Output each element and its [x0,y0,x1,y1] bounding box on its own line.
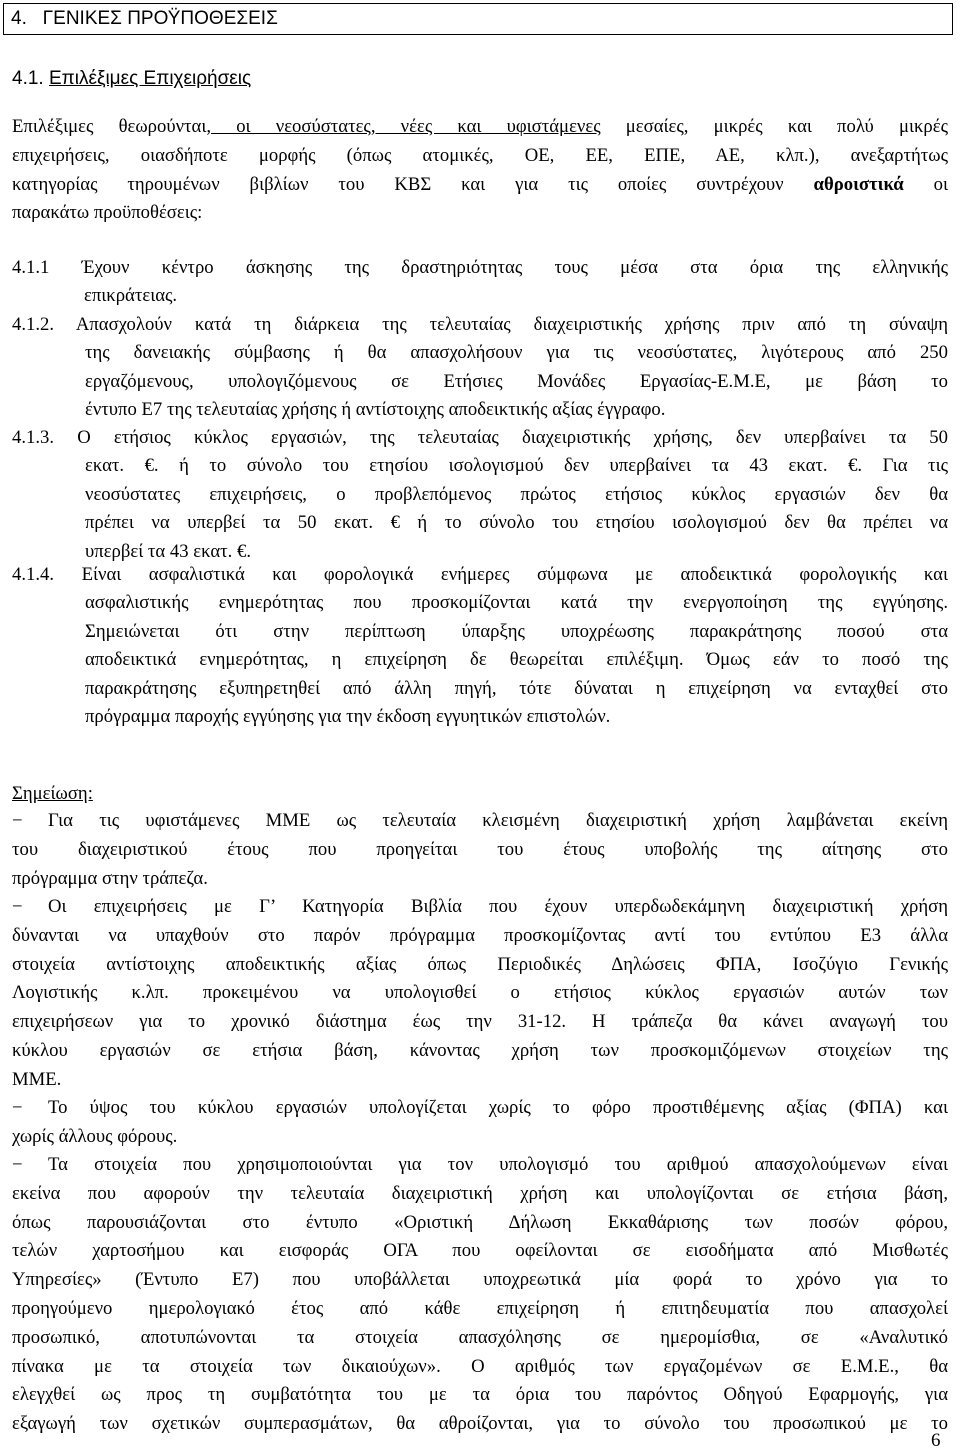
intro-paragraph [12,113,948,228]
condition-4-1-1 [12,254,948,311]
bullet-line: τελών χαρτοσήμου και εισφοράς ΟΓΑ που οφείλονται σε εισοδήματα από Μισθωτές [12,1240,948,1262]
bullet-line: χωρίς άλλους φόρους. [12,1125,178,1147]
condition-4-1-3 [12,424,948,566]
item-line: παρακράτησης εξυπηρετηθεί από άλλη πηγή, τότε δύναται η επιχείρηση να ενταχθεί στο [85,677,948,699]
bullet-line: κύκλου εργασιών σε ετήσια βάση, κάνοντας χρήση των προσκομιζόμενων στοιχείων της [12,1039,948,1061]
bullet-line: επιχειρήσεων για το χρονικό διάστημα έως την 31-12. Η τράπεζα θα κάνει αναγωγή του [12,1011,948,1033]
bullet-line: όπως παρουσιάζονται στο έντυπο «Οριστική Δήλωση Εκκαθάρισης των ποσών φόρου, [12,1211,948,1233]
emphasis-text: αθροιστικά [813,173,904,195]
item-line: νεοσύστατες επιχειρήσεις, ο προβλεπόμενος πρώτος ετήσιος κύκλος εργασιών δεν θα [85,483,948,505]
note-bullet-3 [12,1094,948,1152]
bullet-line: εκείνα που αφορούν την τελευταία διαχειριστική χρήση και υπολογίζονται σε ετήσια βάση, [12,1182,948,1204]
subsection-number: 4.1. [12,68,44,89]
item-line: 4.1.1 Έχουν κέντρο άσκησης της δραστηριότητας τους μέσα στα όρια της ελληνικής [12,257,948,278]
dash-bullet-icon: − [12,1097,23,1118]
item-line: εργαζόμενους, υπολογιζόμενους σε Ετήσιες Μονάδες Εργασίας-Ε.Μ.Ε, με βάση το [85,370,948,392]
dash-bullet-icon: − [12,810,23,831]
item-line: 4.1.2. Απασχολούν κατά τη διάρκεια της τελευταίας διαχειριστικής χρήσης πριν από τη σύναψη [12,314,948,335]
dash-bullet-icon: − [12,896,23,917]
item-line: πρόγραμμα παροχής εγγύησης για την έκδοση εγγυητικών επιστολών. [85,705,611,727]
bullet-line: ΜΜΕ. [12,1068,62,1090]
item-line: αποδεικτικά ενημερότητας, η επιχείρηση δε θεωρείται επιλέξιμη. Όμως εάν το ποσό της [85,649,948,671]
bullet-line: Υπηρεσίες» (Έντυπο Ε7) που υποβάλλεται υποχρεωτικά μία φορά το χρόνο για το [12,1269,948,1291]
item-line: εκατ. €. ή το σύνολο του ετησίου ισολογισμού δεν υπερβαίνει τα 43 εκατ. €. Για τις [85,455,948,477]
subsection-heading [12,68,251,90]
bullet-line: πίνακα με τα στοιχεία των δικαιούχων». Ο αριθμός των εργαζομένων σε Ε.Μ.Ε., θα [12,1355,948,1377]
intro-line: παρακάτω προϋποθέσεις: [12,202,203,224]
bullet-line: στοιχεία αντίστοιχης αποδεικτικής αξίας όπως Περιοδικές Δηλώσεις ΦΠΑ, Ισοζύγιο Γενικής [12,953,948,975]
bullet-line: Για τις υφιστάμενες ΜΜΕ ως τελευταία κλεισμένη διαχειριστική χρήση λαμβάνεται εκείνη [48,810,948,831]
item-line: ασφαλιστικής ενημερότητας που προσκομίζονται κατά την ενεργοποίηση της εγγύησης. [85,592,948,614]
intro-line: κατηγορίας τηρουμένων βιβλίων του ΚΒΣ και για τις οποίες συντρέχουν αθροιστικά οι [12,173,949,195]
note-bullet-4 [12,1151,948,1439]
bullet-line: προηγούμενο ημερολογιακό έτος από κάθε επιχείρηση ή επιτηδευματία που απασχολεί [12,1297,948,1319]
bullet-line: ελεγχθεί ως προς τη συμβατότητα του με τα όρια του παρόντος Οδηγού Εφαρμογής, για [12,1384,948,1406]
bullet-line: εξαγωγή των σχετικών συμπερασμάτων, θα αθροίζονται, για το σύνολο του προσωπικού με το [12,1413,948,1435]
condition-4-1-4 [12,561,948,731]
bullet-line: δύνανται να υπαχθούν στο παρόν πρόγραμμα προσκομίζοντας αντί του εντύπου Ε3 άλλα [12,924,948,946]
item-line: Σημειώνεται ότι στην περίπτωση ύπαρξης υποχρέωσης παρακράτησης ποσού στα [85,620,948,642]
item-line: της δανειακής σύμβασης ή θα απασχολήσουν για τις νεοσύστατες, λιγότερους από 250 [85,342,948,364]
intro-line: Επιλέξιμες θεωρούνται, οι νεοσύστατες, νέες και υφιστάμενες μεσαίες, μικρές και πολύ μικρές [12,116,949,137]
item-line: 4.1.3. Ο ετήσιος κύκλος εργασιών, της τελευταίας διαχειριστικής χρήσης, δεν υπερβαίνει τα 50 [12,427,948,448]
item-line: υπερβεί τα 43 εκατ. €. [85,540,252,562]
page-number: 6 [931,1430,941,1451]
note-bullet-2 [12,893,948,1095]
item-line: 4.1.4. Είναι ασφαλιστικά και φορολογικά ενήμερες σύμφωνα με αποδεικτικά φορολογικής και [12,564,948,585]
section-heading: 4. ΓΕΝΙΚΕΣ ΠΡΟΫΠΟΘΕΣΕΙΣ [3,3,953,35]
note-title: Σημείωση: [12,783,93,804]
intro-line: επιχειρήσεις, οιασδήποτε μορφής (όπως ατομικές, ΟΕ, ΕΕ, ΕΠΕ, ΑΕ, κλπ.), ανεξαρτήτως [12,144,948,166]
item-line: πρέπει να υπερβεί τα 50 εκατ. € ή το σύνολο του ετησίου ισολογισμού δεν θα πρέπει να [85,512,948,534]
bullet-line: Το ύψος του κύκλου εργασιών υπολογίζεται χωρίς το φόρο προστιθέμενης αξίας (ΦΠΑ) και [48,1097,948,1118]
item-line: έντυπο Ε7 της τελευταίας χρήσης ή αντίστοιχης αποδεικτικής αξίας έγγραφο. [85,399,666,421]
subsection-title: Επιλέξιμες Επιχειρήσεις [48,68,252,89]
bullet-line: του διαχειριστικού έτους που προηγείται του έτους υποβολής της αίτησης στο [12,838,948,860]
dash-bullet-icon: − [12,1154,23,1175]
condition-4-1-2 [12,311,948,425]
item-line: επικράτειας. [84,285,178,307]
bullet-line: Τα στοιχεία που χρησιμοποιούνται για τον υπολογισμό του αριθμού απασχολούμενων είναι [48,1154,948,1175]
bullet-line: Οι επιχειρήσεις με Γ’ Κατηγορία Βιβλία που έχουν υπερδωδεκάμηνη διαχειριστική χρήση [48,896,948,917]
bullet-line: Λογιστικής κ.λπ. προκειμένου να υπολογισθεί ο ετήσιος κύκλος εργασιών αυτών των [12,982,948,1004]
note-bullet-1 [12,807,948,893]
bullet-line: προσωπικό, αποτυπώνονται τα στοιχεία απασχόλησης σε ημερομίσθια, σε «Αναλυτικό [12,1326,948,1348]
bullet-line: πρόγραμμα στην τράπεζα. [12,867,208,889]
